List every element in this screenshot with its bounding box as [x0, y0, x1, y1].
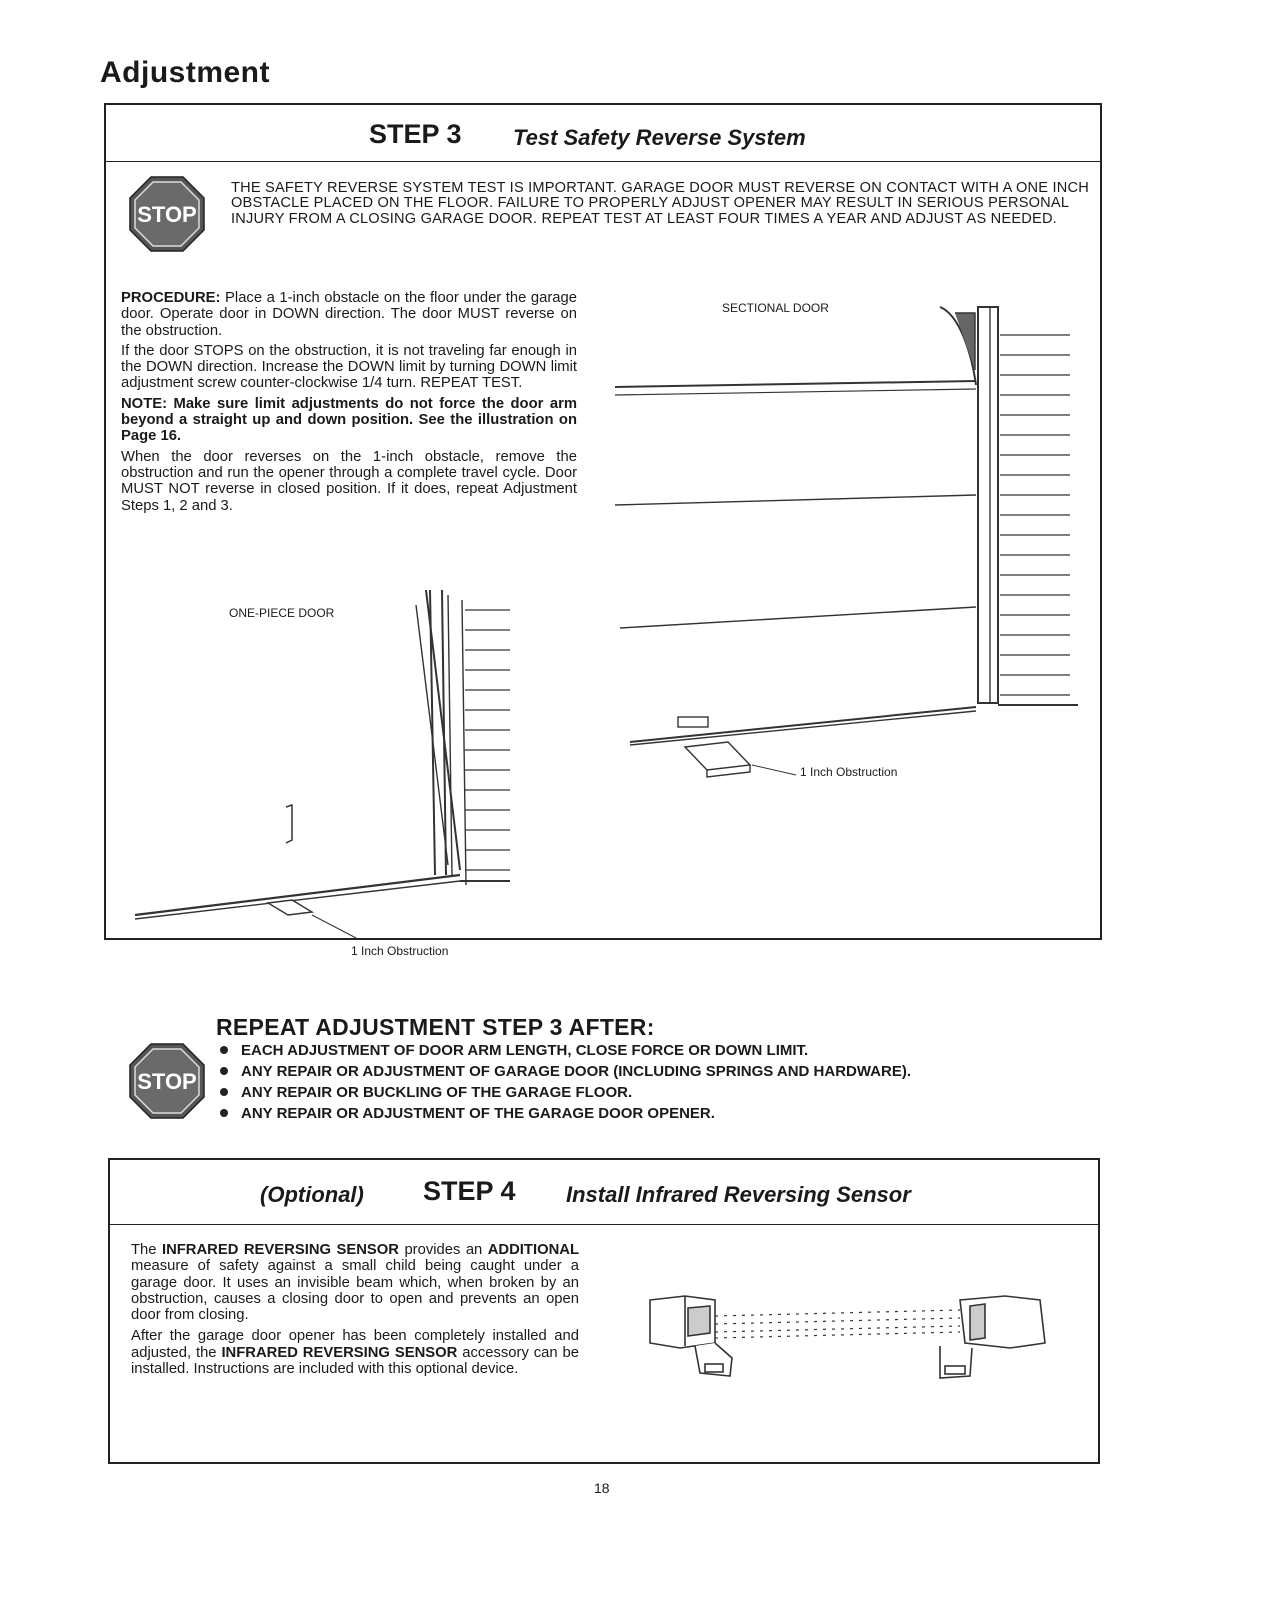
- step4-paragraph-1: [131, 1242, 579, 1323]
- procedure-paragraph: [121, 290, 577, 339]
- one-piece-obstruction-label: 1 Inch Obstruction: [351, 944, 449, 958]
- text-span: provides an: [398, 1242, 488, 1258]
- stops-paragraph: If the door STOPS on the obstruction, it is not traveling far enough in the DOWN direction. Increase the DOWN limit by turning DOWN limit adjustment screw counter-clockwise 1/4 turn. REPEAT TEST.: [121, 342, 577, 392]
- safety-warning: THE SAFETY REVERSE SYSTEM TEST IS IMPORTANT. GARAGE DOOR MUST REVERSE ON CONTACT WITH A ONE INCH OBSTACLE PLACED ON THE FLOOR. FAILURE TO PROPERLY ADJUST OPENER MAY RESULT IN SERIOUS PERSONAL INJURY FROM A CLOSING GARAGE DOOR. REPEAT TEST AT LEAST FOUR TIMES A YEAR AND ADJUST AS NEEDED.: [231, 180, 1089, 227]
- text-span: The: [131, 1242, 162, 1258]
- step3-title: Test Safety Reverse System: [513, 125, 806, 150]
- reverse-paragraph: When the door reverses on the 1-inch obstacle, remove the obstruction and run the opener through a complete travel cycle. Door MUST NOT reverse in closed position. If it does, repeat Adjustment Steps 1, 2 and 3.: [121, 448, 577, 514]
- procedure-label: PROCEDURE:: [121, 290, 221, 306]
- stop-sign-text: STOP: [137, 1069, 197, 1094]
- page-title: Adjustment: [100, 56, 270, 89]
- procedure-text-block: [121, 290, 577, 518]
- one-piece-door-illustration: [130, 585, 520, 945]
- list-item: ANY REPAIR OR ADJUSTMENT OF GARAGE DOOR (INCLUDING SPRINGS AND HARDWARE).: [217, 1061, 911, 1082]
- page-number: 18: [594, 1480, 610, 1496]
- text-span: After the garage door opener has been completely installed and adjusted, the: [131, 1328, 579, 1361]
- one-piece-door-label: ONE-PIECE DOOR: [229, 606, 335, 620]
- step4-paragraph-2: [131, 1328, 579, 1377]
- sectional-door-illustration: [610, 295, 1080, 795]
- step3-header: [106, 105, 1100, 162]
- infrared-sensor-illustration: [640, 1288, 1060, 1398]
- step4-optional-label: (Optional): [260, 1182, 364, 1207]
- sectional-obstruction-label: 1 Inch Obstruction: [800, 765, 898, 779]
- procedure-text: Place a 1-inch obstacle on the floor under the garage door. Operate door in DOWN direction. The door MUST reverse on the obstruction.: [121, 290, 577, 339]
- additional-emphasis: ADDITIONAL: [487, 1242, 579, 1258]
- step4-header: [110, 1160, 1098, 1225]
- list-item: ANY REPAIR OR ADJUSTMENT OF THE GARAGE DOOR OPENER.: [217, 1103, 911, 1124]
- step4-text-block: [131, 1242, 579, 1382]
- step3-number: STEP 3: [369, 119, 462, 149]
- sectional-door-label: SECTIONAL DOOR: [722, 301, 829, 315]
- sensor-name: INFRARED REVERSING SENSOR: [161, 1242, 399, 1258]
- repeat-heading: REPEAT ADJUSTMENT STEP 3 AFTER:: [216, 1014, 655, 1040]
- stop-sign-text: STOP: [137, 202, 197, 227]
- note-paragraph: NOTE: Make sure limit adjustments do not force the door arm beyond a straight up and down position. See the illustration on Page 16.: [121, 395, 577, 445]
- text-span: accessory can be installed. Instructions are included with this optional device.: [131, 1344, 579, 1378]
- step4-number: STEP 4: [423, 1176, 516, 1206]
- text-span: measure of safety against a small child being caught under a garage door. It uses an invisible beam which, when broken by an obstruction, causes a closing door to open and prevents an open door from closing.: [131, 1258, 579, 1324]
- stop-sign-icon: [129, 176, 205, 252]
- stop-sign-icon: [129, 1043, 205, 1119]
- repeat-list: [217, 1040, 911, 1124]
- list-item: EACH ADJUSTMENT OF DOOR ARM LENGTH, CLOSE FORCE OR DOWN LIMIT.: [217, 1040, 911, 1061]
- sensor-name: INFRARED REVERSING SENSOR: [221, 1344, 458, 1361]
- step4-title: Install Infrared Reversing Sensor: [566, 1182, 911, 1207]
- list-item: ANY REPAIR OR BUCKLING OF THE GARAGE FLOOR.: [217, 1082, 911, 1103]
